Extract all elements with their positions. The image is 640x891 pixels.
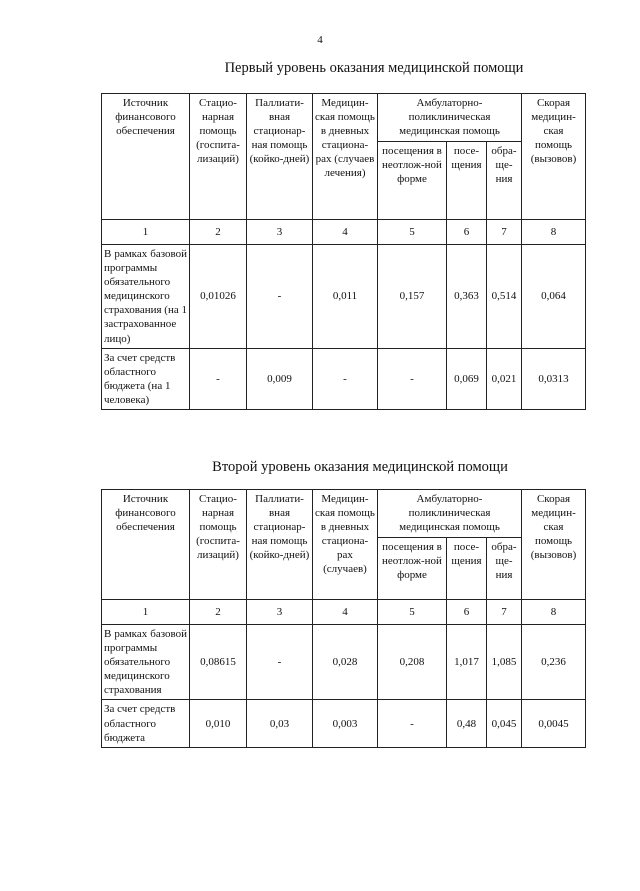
cell-value: 0,021	[487, 348, 522, 409]
cell-value: 0,03	[247, 700, 313, 747]
cell-value: 0,157	[378, 245, 447, 349]
header-inpatient: Стацио-нарная помощь (госпита-лизаций)	[190, 490, 247, 600]
table-row	[102, 625, 586, 700]
column-number: 5	[378, 600, 447, 625]
page-number: 4	[317, 34, 323, 46]
cell-value: 0,0045	[522, 700, 586, 747]
column-number: 1	[102, 220, 190, 245]
table-first-level	[101, 93, 586, 410]
section-title-second-level: Второй уровень оказания медицинской помощи	[212, 459, 508, 475]
section-title-first-level: Первый уровень оказания медицинской помощи	[224, 60, 524, 76]
column-number-row	[102, 220, 586, 245]
cell-value: 0,236	[522, 625, 586, 700]
table-row	[102, 348, 586, 409]
column-number: 6	[447, 220, 487, 245]
cell-value: 1,017	[447, 625, 487, 700]
row-label: В рамках базовой программы обязательного медицинского страхования (на 1 застрахованное лицо)	[102, 245, 190, 349]
cell-value: 0,045	[487, 700, 522, 747]
column-number: 3	[247, 600, 313, 625]
header-day-hospital: Медицин-ская помощь в дневных стациона-рах (случаев лечения)	[313, 94, 378, 220]
cell-value: -	[378, 348, 447, 409]
cell-value: 0,064	[522, 245, 586, 349]
header-outpatient-urgent: посещения в неотлож-ной форме	[378, 538, 447, 600]
column-number: 5	[378, 220, 447, 245]
column-number: 7	[487, 600, 522, 625]
cell-value: 0,003	[313, 700, 378, 747]
column-number: 6	[447, 600, 487, 625]
cell-value: 0,01026	[190, 245, 247, 349]
column-number: 4	[313, 600, 378, 625]
header-outpatient-group: Амбулаторно-поликлиническая медицинская помощь	[378, 490, 522, 538]
header-ambulance: Скорая медицин-ская помощь (вызовов)	[522, 94, 586, 220]
column-number: 3	[247, 220, 313, 245]
cell-value: 0,010	[190, 700, 247, 747]
cell-value: 0,208	[378, 625, 447, 700]
cell-value: 0,08615	[190, 625, 247, 700]
column-number: 8	[522, 220, 586, 245]
header-outpatient-appeals: обра-ще-ния	[487, 142, 522, 220]
table-row	[102, 700, 586, 747]
cell-value: -	[378, 700, 447, 747]
cell-value: 0,011	[313, 245, 378, 349]
cell-value: 0,48	[447, 700, 487, 747]
header-day-hospital: Медицин-ская помощь в дневных стациона-рах (случаев)	[313, 490, 378, 600]
cell-value: 1,085	[487, 625, 522, 700]
cell-value: -	[247, 625, 313, 700]
header-source: Источник финансового обеспечения	[102, 94, 190, 220]
cell-value: 0,009	[247, 348, 313, 409]
cell-value: -	[247, 245, 313, 349]
cell-value: 0,0313	[522, 348, 586, 409]
header-palliative: Паллиати-вная стационар-ная помощь (койко-дней)	[247, 490, 313, 600]
header-row	[102, 94, 586, 142]
row-label: За счет средств областного бюджета (на 1 человека)	[102, 348, 190, 409]
cell-value: -	[313, 348, 378, 409]
cell-value: 0,069	[447, 348, 487, 409]
header-row	[102, 490, 586, 538]
cell-value: 0,028	[313, 625, 378, 700]
header-outpatient-urgent: посещения в неотлож-ной форме	[378, 142, 447, 220]
cell-value: -	[190, 348, 247, 409]
header-outpatient-group: Амбулаторно-поликлиническая медицинская помощь	[378, 94, 522, 142]
column-number: 4	[313, 220, 378, 245]
header-palliative: Паллиати-вная стационар-ная помощь (койко-дней)	[247, 94, 313, 220]
header-source: Источник финансового обеспечения	[102, 490, 190, 600]
header-ambulance: Скорая медицин-ская помощь (вызовов)	[522, 490, 586, 600]
header-outpatient-visits: посе-щения	[447, 538, 487, 600]
cell-value: 0,363	[447, 245, 487, 349]
table-row	[102, 245, 586, 349]
column-number: 1	[102, 600, 190, 625]
table-second-level	[101, 489, 586, 748]
row-label: В рамках базовой программы обязательного медицинского страхования	[102, 625, 190, 700]
column-number: 2	[190, 220, 247, 245]
header-outpatient-visits: посе-щения	[447, 142, 487, 220]
header-outpatient-appeals: обра-ще-ния	[487, 538, 522, 600]
column-number: 8	[522, 600, 586, 625]
cell-value: 0,514	[487, 245, 522, 349]
header-inpatient: Стацио-нарная помощь (госпита-лизаций)	[190, 94, 247, 220]
column-number-row	[102, 600, 586, 625]
column-number: 7	[487, 220, 522, 245]
row-label: За счет средств областного бюджета	[102, 700, 190, 747]
column-number: 2	[190, 600, 247, 625]
